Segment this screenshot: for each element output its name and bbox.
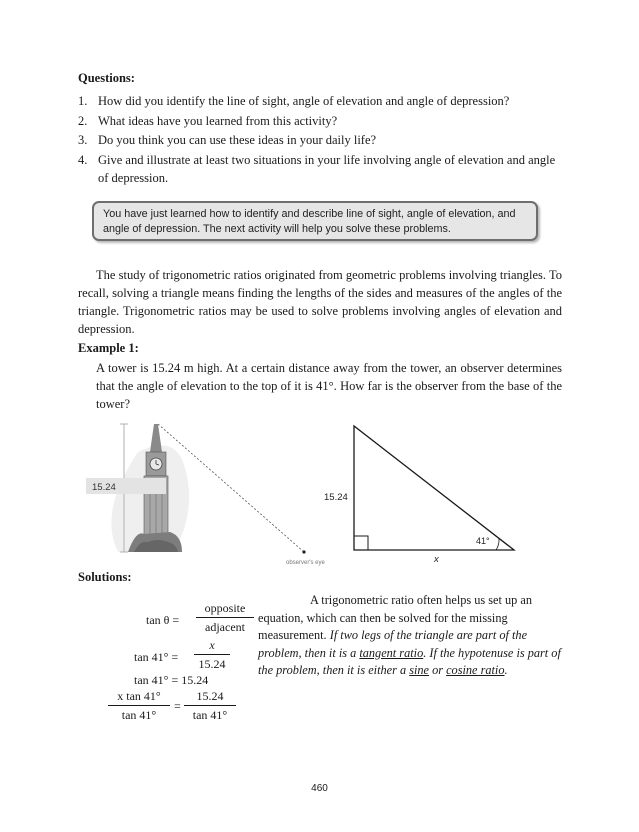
question-number: 4. — [78, 152, 88, 167]
angle-label: 41° — [476, 536, 490, 546]
question-text: What ideas have you learned from this activity? — [98, 113, 338, 128]
question-item — [78, 151, 568, 188]
page-number: 460 — [311, 783, 328, 794]
question-number: 3. — [78, 133, 88, 147]
solutions-heading: Solutions: — [78, 570, 132, 584]
explain-or: or — [432, 663, 444, 677]
question-text: How did you identify the line of sight, angle of elevation and angle of depression? — [98, 94, 510, 108]
question-text: Do you think you can use these ideas in your daily life? — [98, 133, 377, 147]
question-item — [78, 131, 568, 150]
question-item — [78, 112, 568, 131]
eq1-lhs: tan θ = — [146, 613, 180, 627]
eq4-left-denominator: tan 41° — [121, 708, 157, 722]
equation-block — [78, 595, 248, 725]
question-text: Give and illustrate at least two situations in your life involving angle of elevation and angle of depression. — [98, 152, 556, 185]
explain-italic-1: If two legs of the triangle are part of the problem, then it is a — [258, 628, 528, 660]
base-x-label: x — [434, 554, 439, 565]
eq2-fraction — [194, 638, 230, 672]
eq2-denominator: 15.24 — [198, 657, 226, 671]
tangent-ratio-term: tangent ratio — [359, 645, 424, 660]
eq1-denominator: adjacent — [205, 620, 245, 634]
sine-term: sine — [409, 663, 429, 677]
eq4-left-numerator: x tan 41° — [108, 689, 170, 706]
eq1-fraction — [196, 601, 254, 635]
example-heading: Example 1: — [78, 341, 139, 355]
question-number: 2. — [78, 113, 88, 128]
intro-paragraph: The study of trigonometric ratios originated from geometric problems involving triangles. To recall, solving a triangle means finding the lengths of the sides and measures of the angles of the triangle. Trigonometric ratios may be used to solve problems involving angles of elevation and depression. — [78, 268, 562, 336]
example-figure — [78, 412, 538, 568]
eq1-numerator: opposite — [196, 601, 254, 618]
eq4-equals: = — [174, 699, 181, 713]
questions-heading: Questions: — [78, 71, 135, 85]
triangle-height-label: 15.24 — [324, 492, 348, 503]
tower-height-label: 15.24 — [92, 482, 116, 493]
eq4-right-fraction — [184, 689, 236, 723]
eq4-right-numerator: 15.24 — [184, 689, 236, 706]
eq3: tan 41° = 15.24 — [134, 673, 209, 687]
summary-note-box: You have just learned how to identify and describe line of sight, angle of elevation, and angle of depression. The next activity will help you solve these problems. — [92, 201, 538, 241]
question-number: 1. — [78, 94, 88, 108]
questions-list — [78, 92, 568, 189]
observer-eye-label: observer's eye — [286, 560, 325, 566]
right-triangle — [354, 426, 514, 550]
question-item — [78, 92, 568, 111]
example-problem-text: A tower is 15.24 m high. At a certain distance away from the tower, an observer determines that the angle of elevation to the top of it is 41°. How far is the observer from the base of the tower? — [96, 361, 562, 411]
solution-explanation — [258, 592, 564, 680]
explain-end: . — [504, 663, 508, 677]
explain-italic-2: . If the hypotenuse is part of the problem, then it is either a — [258, 645, 561, 677]
cosine-ratio-term: cosine ratio — [446, 663, 505, 677]
eq2-numerator: x — [194, 638, 230, 655]
eq4-left-fraction — [108, 689, 170, 723]
eq2-lhs: tan 41° = — [134, 650, 179, 664]
eq4-right-denominator: tan 41° — [192, 708, 228, 722]
explain-plain: A trigonometric ratio often helps us set up an equation, which can then be solved for the missing measurement. — [258, 593, 532, 642]
